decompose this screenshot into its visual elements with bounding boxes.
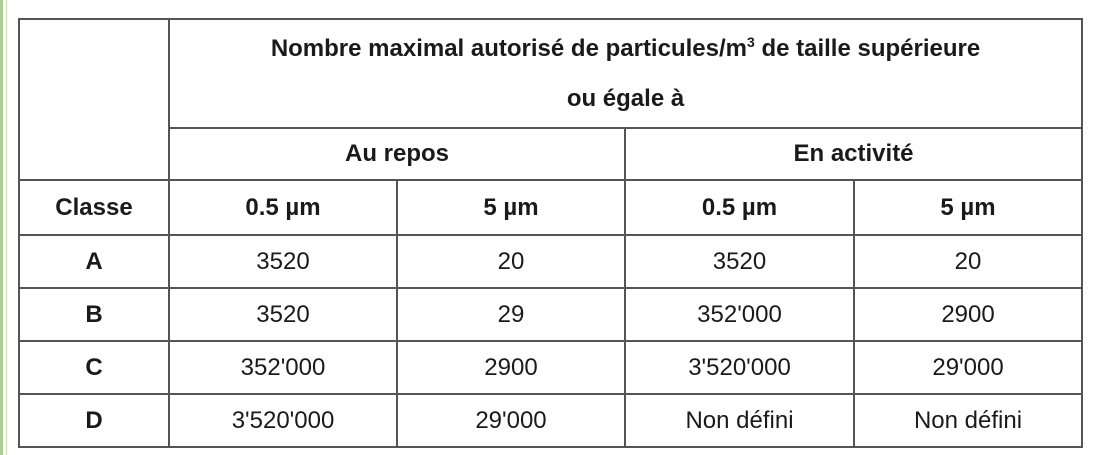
table-row: [19, 235, 1082, 288]
table-title-prefix: Nombre maximal autorisé de particules/m: [270, 34, 747, 62]
table-cell: 3520: [625, 235, 854, 288]
table-title: [169, 19, 1082, 128]
table-cell: 29: [397, 288, 625, 341]
table-title-line2: ou égale à: [566, 84, 685, 112]
group-header-in-operation: En activité: [625, 128, 1082, 180]
table-cell: Non défini: [854, 394, 1082, 447]
margin-line: [0, 0, 3, 455]
margin-line-inner: [6, 0, 7, 455]
table-cell: 29'000: [397, 394, 625, 447]
table-row: [19, 394, 1082, 447]
table-row: [19, 288, 1082, 341]
group-header-at-rest: Au repos: [169, 128, 625, 180]
table-cell: 29'000: [854, 341, 1082, 394]
unit-header-rest-5: 5 µm: [397, 180, 625, 235]
class-label: D: [19, 394, 169, 447]
class-column-header: Classe: [19, 180, 169, 235]
table-cell: 352'000: [625, 288, 854, 341]
class-label: C: [19, 341, 169, 394]
table-cell: 3520: [169, 235, 397, 288]
particle-limits-table-container: [18, 18, 1081, 448]
table-title-superscript: 3: [746, 33, 755, 50]
table-cell: 20: [397, 235, 625, 288]
table-cell: 352'000: [169, 341, 397, 394]
class-label: B: [19, 288, 169, 341]
table-cell: 3'520'000: [169, 394, 397, 447]
table-cell: 3520: [169, 288, 397, 341]
table-cell: 2900: [854, 288, 1082, 341]
blank-corner-cell-lower: [19, 128, 169, 180]
particle-limits-table: [18, 18, 1083, 448]
class-label: A: [19, 235, 169, 288]
table-cell: 20: [854, 235, 1082, 288]
unit-header-activity-5: 5 µm: [854, 180, 1082, 235]
unit-header-activity-05: 0.5 µm: [625, 180, 854, 235]
table-title-suffix: de taille supérieure: [754, 34, 981, 62]
table-cell: 3'520'000: [625, 341, 854, 394]
blank-corner-cell: [19, 19, 169, 128]
unit-header-rest-05: 0.5 µm: [169, 180, 397, 235]
table-cell: 2900: [397, 341, 625, 394]
table-row: [19, 341, 1082, 394]
table-cell: Non défini: [625, 394, 854, 447]
